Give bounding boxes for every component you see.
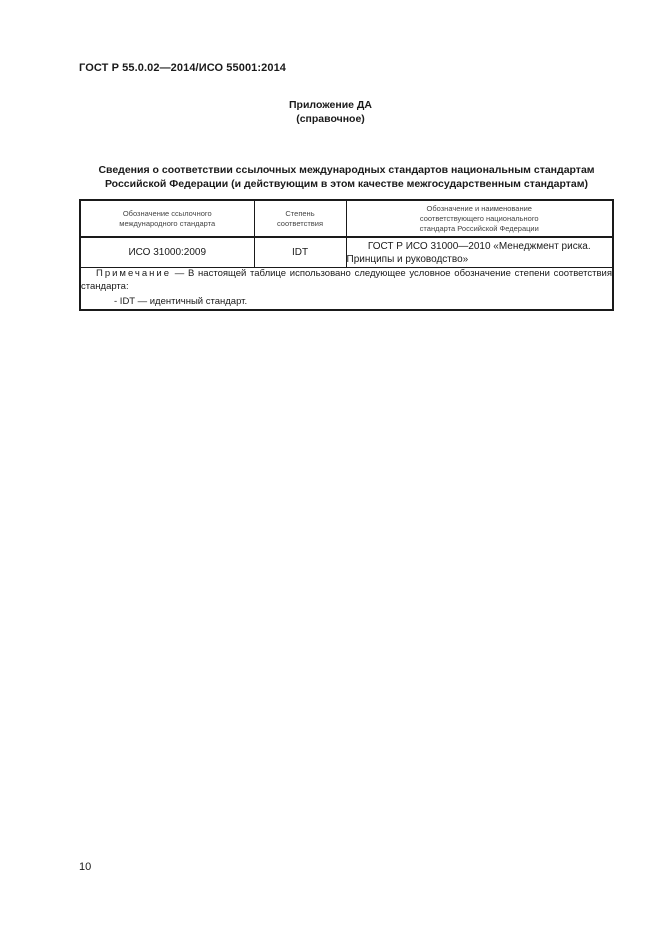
page-number: 10 xyxy=(79,861,92,873)
document-code: ГОСТ Р 55.0.02—2014/ИСО 55001:2014 xyxy=(79,62,287,74)
cell-intl-standard: ИСО 31000:2009 xyxy=(80,237,254,268)
note-text: — В настоящей таблице использовано следующее условное обозначение степени соответствия стандарта: xyxy=(81,268,612,292)
table-row xyxy=(80,237,613,268)
annex-subtitle: (справочное) xyxy=(296,113,365,125)
annex-heading xyxy=(0,98,661,126)
cell-national-standard: ГОСТ Р ИСО 31000—2010 «Менеджмент риска. Принципы и руководство» xyxy=(346,237,613,268)
cell-degree: IDT xyxy=(254,237,346,268)
section-title-line-1: Сведения о соответствии ссылочных международных стандартов национальным стандартам xyxy=(98,164,595,176)
annex-title: Приложение ДА xyxy=(289,99,372,111)
table-note-row xyxy=(80,268,613,310)
standards-correspondence-table xyxy=(79,199,614,311)
column-header-intl-standard: Обозначение ссылочного международного стандарта xyxy=(80,200,254,237)
note-item: - IDT — идентичный стандарт. xyxy=(114,296,248,307)
column-header-degree: Степень соответствия xyxy=(254,200,346,237)
table-header-row xyxy=(80,200,613,237)
column-header-national-standard: Обозначение и наименование соответствующего национального стандарта Российской Федерации xyxy=(346,200,613,237)
table-note xyxy=(80,268,613,310)
section-title xyxy=(79,163,614,191)
section-title-line-2: Российской Федерации (и действующим в этом качестве межгосударственным стандартам) xyxy=(104,178,589,190)
note-label: Примечание xyxy=(96,268,171,279)
